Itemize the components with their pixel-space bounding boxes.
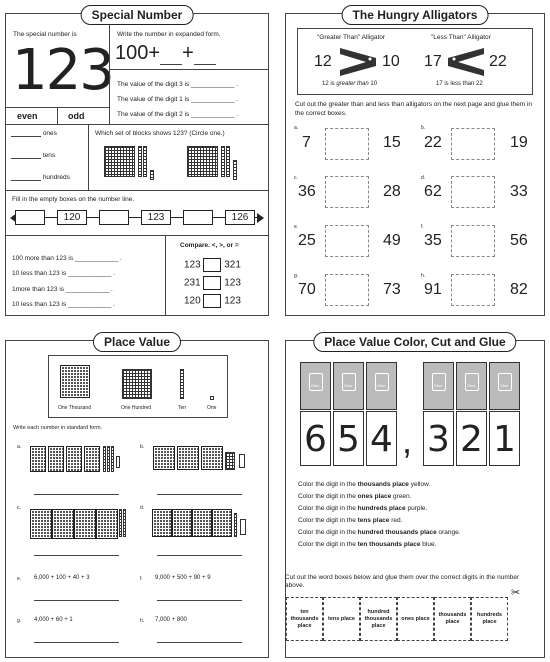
problem-g-glue-box[interactable] <box>325 274 369 306</box>
digit-value-2: The value of the digit 2 is ____________ . <box>117 111 239 118</box>
numberline-box-6: 126 <box>225 210 255 225</box>
pv-b-answer-line[interactable] <box>157 494 242 495</box>
pv-f-answer-line[interactable] <box>157 600 242 601</box>
word-box-ones[interactable]: ones place <box>397 597 434 641</box>
odd-label[interactable]: odd <box>68 111 85 121</box>
less-alligator-label: "Less Than" Alligator <box>431 34 491 41</box>
ten-rod-option-1b <box>143 146 147 177</box>
pv-expr-f: 9,000 + 500 + 90 + 9 <box>155 575 211 581</box>
ten-rod-icon <box>180 369 184 399</box>
pv-label-e: e. <box>17 576 22 582</box>
pv-label-d: d. <box>140 505 145 511</box>
greater-right-number: 10 <box>382 53 400 70</box>
pv-e-answer-line[interactable] <box>34 600 119 601</box>
greater-alligator-icon <box>336 46 380 78</box>
blocks-question: Which set of blocks shows 123? (Circle one.) <box>95 130 225 137</box>
color-instruction-1: Color the digit in the thousands place yellow. <box>298 481 431 488</box>
pv-h-answer-line[interactable] <box>157 642 242 643</box>
problem-g-right: 73 <box>383 281 401 298</box>
even-label[interactable]: even <box>17 111 38 121</box>
pv-a-answer-line[interactable] <box>34 494 119 495</box>
problem-label-d: d. <box>421 175 426 181</box>
compare-row-1: 123 321 <box>184 259 241 271</box>
place-hundreds: hundreds <box>11 174 70 181</box>
digit-value-3: The value of the digit 3 is ____________ . <box>117 81 239 88</box>
problem-d-glue-box[interactable] <box>451 176 495 208</box>
glue-bag-icon <box>465 373 479 391</box>
color-instruction-4: Color the digit in the tens place red. <box>298 517 403 524</box>
pv-c-answer-line[interactable] <box>34 555 119 556</box>
hundred-flat-icon <box>122 369 152 399</box>
digit-comma: , <box>402 420 413 461</box>
word-box-tens[interactable]: tens place <box>323 597 360 641</box>
compare-title: Compare. <, >, or = <box>180 242 239 249</box>
place-tens: tens <box>11 152 55 159</box>
numberline-box-5[interactable] <box>183 210 213 225</box>
more-less-4: 10 less than 123 is ____________ . <box>12 301 116 308</box>
scissors-icon: ✂ <box>511 587 521 599</box>
numberline-box-2: 120 <box>57 210 87 225</box>
pv-label-f: f. <box>140 576 143 582</box>
greater-left-number: 12 <box>314 53 332 70</box>
numberline-instruction: Fill in the empty boxes on the number line. <box>12 196 135 203</box>
pv-d-answer-line[interactable] <box>157 555 242 556</box>
problem-c-glue-box[interactable] <box>325 176 369 208</box>
pv-b-blocks <box>153 446 248 474</box>
pv-label-b: b. <box>140 444 145 450</box>
color-cut-title: Place Value Color, Cut and Glue <box>313 332 516 352</box>
problem-label-c: c. <box>294 175 298 181</box>
digit-thousands[interactable]: 4 <box>366 411 397 466</box>
problem-label-g: g. <box>294 273 299 279</box>
unit-cubes-option-2 <box>233 160 237 180</box>
hundred-block-option-1[interactable] <box>104 146 135 177</box>
problem-f-glue-box[interactable] <box>451 225 495 257</box>
pv-label-h: h. <box>140 618 145 624</box>
problem-label-f: f. <box>421 224 424 230</box>
expanded-form-instruction: Write the number in expanded form. <box>117 31 221 38</box>
expanded-form <box>115 42 216 65</box>
ten-rod-option-1a <box>138 146 142 177</box>
problem-label-h: h. <box>421 273 426 279</box>
pv-g-answer-line[interactable] <box>34 642 119 643</box>
legend-ten: Ten <box>178 405 187 411</box>
problem-d-left: 62 <box>424 183 442 200</box>
problem-f-right: 56 <box>510 232 528 249</box>
pv-label-c: c. <box>17 505 21 511</box>
digit-tens[interactable]: 2 <box>456 411 487 466</box>
less-left-number: 17 <box>424 53 442 70</box>
glue-bag-icon <box>498 373 512 391</box>
legend-one: One <box>207 405 217 411</box>
pv-a-blocks <box>30 446 122 474</box>
color-instruction-2: Color the digit in the ones place green. <box>298 493 412 500</box>
unit-cubes-option-1 <box>150 170 154 180</box>
digit-hundreds[interactable]: 3 <box>423 411 454 466</box>
legend-thousand: One Thousand <box>58 405 91 411</box>
compare-row-3: 120 123 <box>184 295 241 307</box>
problem-label-e: e. <box>294 224 299 230</box>
expanded-form-start: 100+ <box>115 42 161 64</box>
special-number-value: 123 <box>12 38 113 103</box>
glue-bag-icon <box>375 373 389 391</box>
thousand-cube-icon <box>60 365 90 398</box>
digit-hundred-thousands[interactable]: 6 <box>300 411 331 466</box>
less-alligator-icon <box>444 46 488 78</box>
compare-row-2: 231 123 <box>184 277 241 289</box>
pv-d-blocks <box>152 505 252 541</box>
problem-a-left: 7 <box>302 134 311 151</box>
problem-e-right: 49 <box>383 232 401 249</box>
alligators-instruction: Cut out the greater than and less than alligators on the next page and glue them in the correct boxes. <box>295 101 533 117</box>
greater-alligator-label: "Greater Than" Alligator <box>317 34 386 41</box>
pv-expr-h: 7,000 + 800 <box>155 617 187 623</box>
pv-expr-g: 4,000 + 60 + 1 <box>34 617 73 623</box>
problem-a-glue-box[interactable] <box>325 128 369 160</box>
problem-h-right: 82 <box>510 281 528 298</box>
word-box-hundreds[interactable]: hundreds place <box>471 597 508 641</box>
expanded-blank-2[interactable] <box>194 64 216 65</box>
problem-b-glue-box[interactable] <box>451 128 495 160</box>
digit-value-1: The value of the digit 1 is ____________ . <box>117 96 239 103</box>
problem-h-glue-box[interactable] <box>451 274 495 306</box>
problem-e-glue-box[interactable] <box>325 225 369 257</box>
more-less-1: 100 more than 123 is ____________ . <box>12 255 122 262</box>
problem-f-left: 35 <box>424 232 442 249</box>
numberline <box>10 210 264 226</box>
special-number-title: Special Number <box>81 5 194 25</box>
glue-bag-icon <box>432 373 446 391</box>
alligators-title: The Hungry Alligators <box>342 5 489 25</box>
numberline-box-1[interactable] <box>15 210 45 225</box>
problem-a-right: 15 <box>383 134 401 151</box>
color-instruction-3: Color the digit in the hundreds place purple. <box>298 505 428 512</box>
one-cube-icon <box>210 396 214 400</box>
hundred-block-option-2[interactable] <box>187 146 218 177</box>
problem-e-left: 25 <box>298 232 316 249</box>
pv-label-g: g. <box>17 618 22 624</box>
pv-c-blocks <box>30 505 130 541</box>
place-value-title: Place Value <box>93 332 181 352</box>
glue-bag-icon <box>309 373 323 391</box>
pv-expr-e: 6,000 + 100 + 40 + 3 <box>34 575 90 581</box>
word-box-ten-thousands[interactable]: ten thousands place <box>286 597 323 641</box>
word-box-hundred-thousands[interactable]: hundred thousands place <box>360 597 397 641</box>
numberline-box-4: 123 <box>141 210 171 225</box>
greater-caption: 12 is greater than 10 <box>322 81 378 87</box>
expanded-plus: + <box>182 42 194 64</box>
digit-ones[interactable]: 1 <box>489 411 520 466</box>
numberline-box-3[interactable] <box>99 210 129 225</box>
more-less-2: 10 less than 123 is ____________ . <box>12 270 116 277</box>
problem-label-b: b. <box>421 125 426 131</box>
glue-bag-icon <box>342 373 356 391</box>
standard-form-instruction: Write each number in standard form. <box>13 425 103 431</box>
digit-ten-thousands[interactable]: 5 <box>333 411 364 466</box>
color-instruction-5: Color the digit in the hundred thousands place orange. <box>298 529 461 536</box>
expanded-blank-1[interactable] <box>160 64 182 65</box>
word-box-thousands[interactable]: thousands place <box>434 597 471 641</box>
problem-g-left: 70 <box>298 281 316 298</box>
cut-instruction: Cut out the word boxes below and glue them over the correct digits in the number above. <box>285 574 520 589</box>
problem-d-right: 33 <box>510 183 528 200</box>
problem-c-right: 28 <box>383 183 401 200</box>
problem-b-left: 22 <box>424 134 442 151</box>
problem-b-right: 19 <box>510 134 528 151</box>
ten-rod-option-2a <box>221 146 225 177</box>
ten-rod-option-2b <box>226 146 230 177</box>
more-less-3: 1more than 123 is ____________ . <box>12 286 113 293</box>
pv-label-a: a. <box>17 444 22 450</box>
problem-h-left: 91 <box>424 281 442 298</box>
color-instruction-6: Color the digit in the ten thousands place blue. <box>298 541 437 548</box>
less-caption: 17 is less than 22 <box>436 81 483 87</box>
problem-label-a: a. <box>294 125 299 131</box>
special-number-label: The special number is <box>13 31 77 38</box>
less-right-number: 22 <box>489 53 507 70</box>
place-ones: ones <box>11 130 57 137</box>
legend-hundred: One Hundred <box>121 405 152 411</box>
problem-c-left: 36 <box>298 183 316 200</box>
